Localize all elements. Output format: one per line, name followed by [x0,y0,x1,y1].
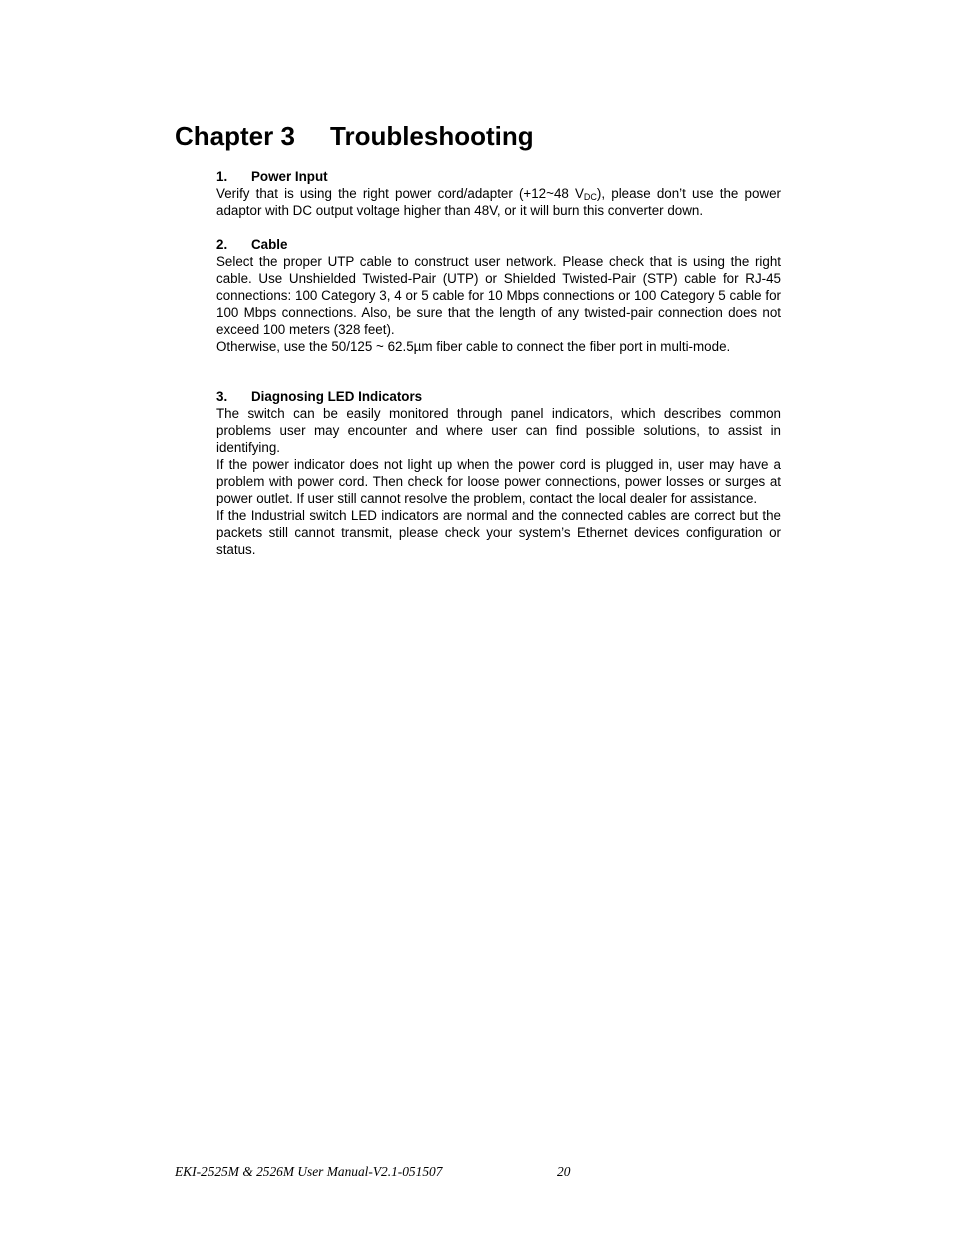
chapter-title [175,119,534,153]
power-indicator-paragraph: If the power indicator does not light up when the power cord is plugged in, user may have a problem with power cord. Then check for loose power connections, power losses or surges at power outlet. If user still cannot resolve the problem, contact the local dealer for assistance. [216,457,781,506]
power-text-end: ), please don’t use the power adaptor with DC output voltage higher than 48V, or it will burn this converter down. [216,186,781,218]
led-intro-paragraph: The switch can be easily monitored through panel indicators, which describes common problems user may encounter and where user can find possible solutions, to assist in identifying. [216,406,781,455]
page-number: 20 [557,1164,571,1179]
section-power-input [216,168,781,219]
section-spacer [216,219,781,236]
section-heading [216,236,781,253]
section-cable [216,236,781,355]
section-spacer [216,355,781,388]
section-title: Power Input [251,169,328,184]
section-number: 2. [216,237,228,252]
footer-manual-title: EKI-2525M & 2526M User Manual-V2.1-051507 [175,1164,443,1179]
section-heading [216,388,781,405]
cable-paragraph: Select the proper UTP cable to construct user network. Please check that is using the right cable. Use Unshielded Twisted-Pair (UTP) or Shielded Twisted-Pair (STP) cable for RJ-45 connections: 100 Category 3, 4 or 5 cable for 10 Mbps connections or 100 Category 5 cable for 100 Mbps connections. Also, be sure that the length of any twisted-pair connection does not exceed 100 meters (328 feet). [216,254,781,337]
section-title: Diagnosing LED Indicators [251,389,423,404]
chapter-content [216,168,781,558]
fiber-paragraph: Otherwise, use the 50/125 ~ 62.5µm fiber cable to connect the fiber port in multi-mode. [216,339,731,354]
section-heading [216,168,781,185]
power-text-start: Verify that is using the right power cord/adapter (+12~48 V [216,186,584,201]
voltage-subscript: DC [583,192,597,202]
section-number: 3. [216,389,228,404]
led-normal-paragraph: If the Industrial switch LED indicators are normal and the connected cables are correct but the packets still cannot transmit, please check your system’s Ethernet devices configuration or status. [216,508,781,557]
section-led-indicators [216,388,781,558]
section-number: 1. [216,169,228,184]
chapter-name: Troubleshooting [330,121,534,151]
section-title: Cable [251,237,288,252]
chapter-number: Chapter 3 [175,121,295,151]
power-input-paragraph [216,185,781,219]
